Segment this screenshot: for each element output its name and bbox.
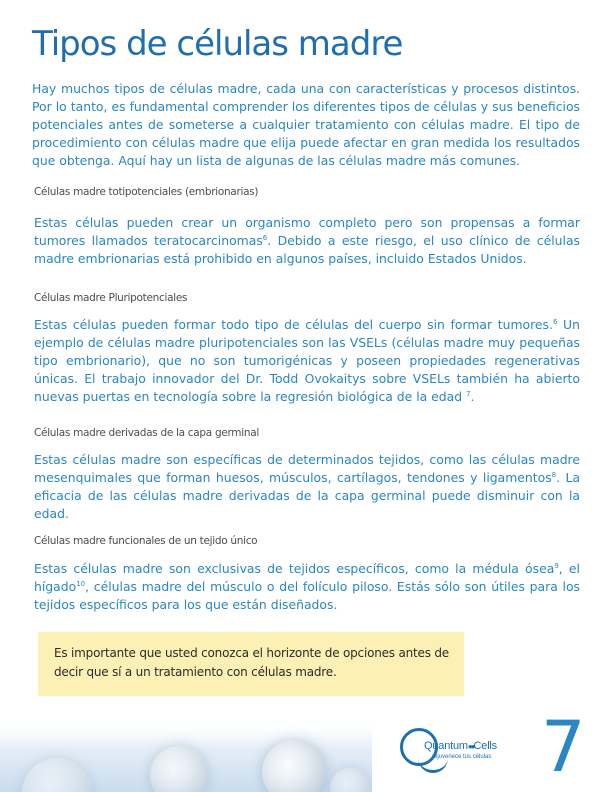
section-text: , células madre del músculo o del folículo piloso. Estás sólo son útiles para los tejidos específicos para los que están diseñados.	[34, 579, 580, 612]
reference-marker: 9	[554, 561, 559, 570]
section-body-single-tissue	[34, 560, 580, 614]
callout-text: Es importante que usted conozca el horizonte de opciones antes de decir que sí a un tratamiento con células madre.	[54, 646, 449, 679]
logo-dots-icon: ●●	[467, 742, 474, 751]
cell-illustration	[330, 768, 370, 792]
section-body-germinal	[34, 451, 580, 523]
stem-cells-image	[0, 718, 372, 792]
reference-marker: 6	[262, 233, 268, 242]
section-text: , el hígado	[34, 561, 580, 594]
page-number: 7	[541, 706, 586, 788]
logo-wordmark	[424, 740, 497, 752]
section-text: Estas células pueden formar todo tipo de células del cuerpo sin formar tumores.	[34, 317, 553, 332]
cell-illustration	[262, 740, 326, 792]
section-text: .	[470, 389, 475, 404]
section-text: Estas células madre son exclusivas de tejidos específicos, como la médula ósea	[34, 561, 555, 576]
reference-marker: 10	[76, 579, 86, 588]
section-text: . Debido a este riesgo, el uso clínico de células madre embrionarias está prohibido en algunos países, incluido Estados Unidos.	[34, 233, 581, 266]
cell-illustration	[150, 746, 208, 792]
section-heading-totipotent: Células madre totipotenciales (embrionarias)	[34, 186, 259, 198]
section-body-totipotent	[34, 214, 580, 268]
logo-word: Cells	[473, 740, 497, 752]
callout-box	[38, 632, 464, 696]
reference-marker: 7	[466, 389, 471, 398]
section-text: . La eficacia de las células madre derivadas de la capa germinal puede disminuir con la edad.	[34, 470, 580, 521]
cell-illustration	[22, 758, 92, 792]
section-text: Un ejemplo de células madre pluripotenciales son las VSELs (células madre muy pequeñas tipo embrionario), que no son tumorigénicas y poseen propiedades regenerativas únicas. El trabajo innovador del Dr. Todd Ovokaitys sobre VSELs también ha abierto nuevas puertas en tecnología sobre la regresión biológica de la edad	[34, 317, 580, 404]
section-heading-germinal: Células madre derivadas de la capa germinal	[34, 427, 259, 439]
reference-marker: 8	[551, 470, 557, 479]
section-text: Estas células madre son específicas de determinados tejidos, como las células madre mesenquimales que forman huesos, músculos, cartílagos, tendones y ligamentos	[34, 452, 580, 485]
quantum-cells-logo	[398, 726, 522, 782]
section-heading-pluripotent: Células madre Pluripotenciales	[34, 292, 188, 304]
logo-word: Quantum	[424, 740, 468, 752]
reference-marker: 6	[552, 317, 558, 326]
logo-tagline: rejuvenece tus células	[432, 754, 492, 760]
section-text: Estas células pueden crear un organismo completo pero son propensas a formar tumores llamados teratocarcinomas	[34, 215, 580, 248]
page-title: Tipos de células madre	[32, 24, 403, 64]
intro-paragraph: Hay muchos tipos de células madre, cada una con características y procesos distintos. Por lo tanto, es fundamental comprender los diferentes tipos de células y sus beneficios potenciales antes de someterse a cualquier tratamiento con células madre. El tipo de procedimiento con células madre que elija puede afectar en gran medida los resultados que obtenga. Aquí hay un lista de algunas de las células madre más comunes.	[32, 81, 580, 168]
section-body-pluripotent	[34, 316, 580, 406]
section-heading-single-tissue: Células madre funcionales de un tejido único	[34, 535, 258, 547]
